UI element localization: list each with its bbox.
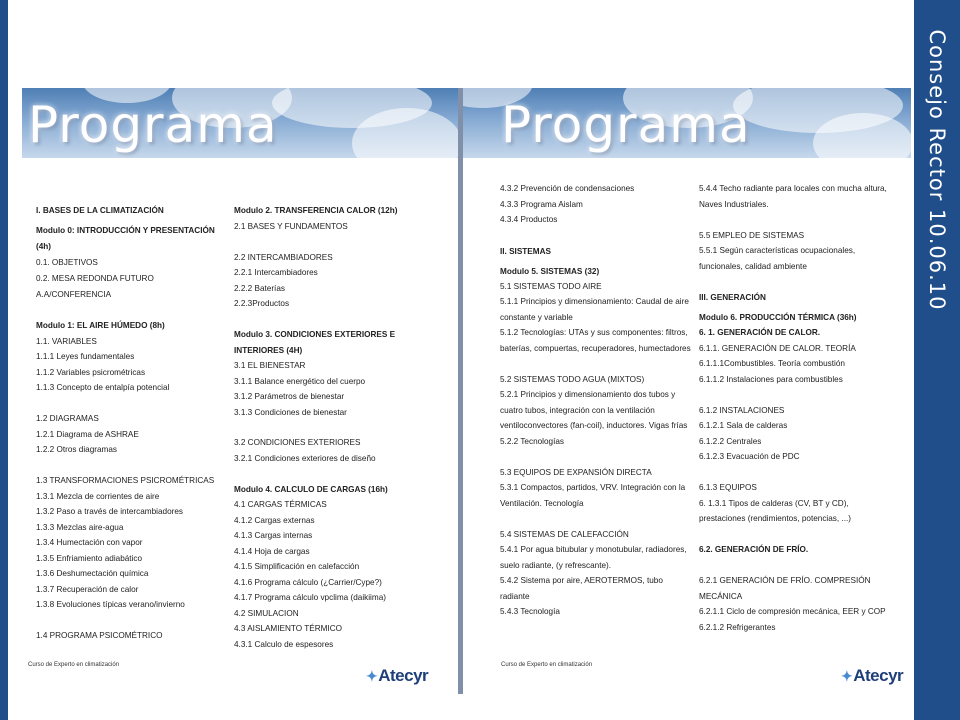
program-item: 6.1.2 INSTALACIONES [699,406,785,415]
program-item: 5.4.3 Tecnología [500,607,560,616]
banner-title: Programa [28,96,278,154]
program-item: 4.1.5 Simplificación en calefacción [234,562,360,571]
program-item: 6.1.3 EQUIPOS [699,483,757,492]
section-heading: Modulo 3. CONDICIONES EXTERIORES E [234,330,396,339]
program-item: 5.2.2 Tecnologías [500,437,565,446]
program-item: 4.3.1 Calculo de espesores [234,640,334,649]
program-item: 6.2.1 GENERACIÓN DE FRÍO. COMPRESIÓN [699,576,871,585]
program-item: 1.3.3 Mezclas aire-agua [36,523,124,532]
slide-left [22,88,459,694]
program-item: 6.1.2.3 Evacuación de PDC [699,452,800,461]
program-item: 4.1.4 Hoja de cargas [234,547,310,556]
section-heading: Modulo 5. SISTEMAS (32) [500,267,600,276]
program-item: Ventilación. Tecnología [500,499,584,508]
program-item: 3.1.2 Parámetros de bienestar [234,392,345,401]
program-item: 1.2.2 Otros diagramas [36,445,118,454]
program-item: 1.4 PROGRAMA PSICOMÉTRICO [36,631,163,640]
program-item: funcionales, calidad ambiente [699,262,807,271]
section-heading: (4h) [36,242,52,251]
program-item: Naves Industriales. [699,200,769,209]
program-item: 5.3.1 Compactos, partidos, VRV. Integración con la [500,483,686,492]
section-heading: II. SISTEMAS [500,247,551,256]
program-item: 5.4.1 Por agua bitubular y monotubular, radiadores, [500,545,687,554]
program-item: 5.1.1 Principios y dimensionamiento: Caudal de aire [500,297,689,306]
section-heading: Modulo 4. CALCULO DE CARGAS (16h) [234,485,388,494]
program-item: 5.2 SISTEMAS TODO AGUA (MIXTOS) [500,375,645,384]
atecyr-logo: ✦Atecyr [366,666,429,685]
program-item: baterías, compuertas, recuperadores, humectadores [500,344,691,353]
program-item: 2.2.2 Baterías [234,284,285,293]
program-item: 1.3.2 Paso a través de intercambiadores [36,507,184,516]
footer-text: Curso de Experto en climatización [28,662,120,668]
program-item: 5.4.4 Techo radiante para locales con mucha altura, [699,184,887,193]
section-heading: Modulo 0: INTRODUCCIÓN Y PRESENTACIÓN [36,226,215,235]
program-item: constante y variable [500,313,573,322]
section-heading: 6.2. GENERACIÓN DE FRÍO. [699,545,809,554]
program-item: 4.1.6 Programa cálculo (¿Carrier/Cype?) [234,578,382,587]
program-item: 3.1.1 Balance energético del cuerpo [234,377,366,386]
program-item: 1.3.1 Mezcla de corrientes de aire [36,492,160,501]
program-item: 2.2.1 Intercambiadores [234,268,318,277]
section-heading: Modulo 2. TRANSFERENCIA CALOR (12h) [234,206,398,215]
program-item: 5.5.1 Según características ocupacionales, [699,246,856,255]
program-item: 6.1.2.1 Sala de calderas [699,421,788,430]
program-item: 4.1.7 Programa cálculo vpclima (daikiima) [234,593,386,602]
left-accent-bar [0,0,8,720]
program-item: 1.3.4 Humectación con vapor [36,538,143,547]
program-item: 1.3.7 Recuperación de calor [36,585,139,594]
program-item: 1.2 DIAGRAMAS [36,414,99,423]
program-item: 5.4 SISTEMAS DE CALEFACCIÓN [500,530,629,539]
program-item: 1.3.5 Enfriamiento adiabático [36,554,143,563]
program-item: prestaciones (rendimientos, potencias, ...) [699,514,851,523]
program-item: suelo radiante, (y refrescante). [500,561,612,570]
program-item: 6. 1.3.1 Tipos de calderas (CV, BT y CD), [699,499,849,508]
program-item: 0.1. OBJETIVOS [36,258,98,267]
program-item: cuatro tubos, integración con la ventilación [500,406,655,415]
program-item: 2.2.3Productos [234,299,290,308]
banner-title: Programa [501,96,751,154]
program-item: 3.2.1 Condiciones exteriores de diseño [234,454,376,463]
program-item: 6.1.1. GENERACIÓN DE CALOR. TEORÍA [699,344,856,353]
footer-text: Curso de Experto en climatización [501,662,593,668]
program-item: 1.1. VARIABLES [36,337,97,346]
program-item: 5.4.2 Sistema por aire, AEROTERMOS, tubo [500,576,663,585]
section-heading: I. BASES DE LA CLIMATIZACIÓN [36,206,164,215]
section-heading: Modulo 6. PRODUCCIÓN TÉRMICA (36h) [699,313,857,322]
program-item: 5.2.1 Principios y dimensionamiento dos tubos y [500,390,676,399]
program-item: 1.1.1 Leyes fundamentales [36,352,135,361]
program-item: ventiloconvectores (fan-coil), inductores. Vigas frías [500,421,688,430]
program-item: 6.2.1.1 Ciclo de compresión mecánica, EER y COP [699,607,886,616]
program-item: 5.1 SISTEMAS TODO AIRE [500,282,602,291]
program-item: 1.1.2 Variables psicrométricas [36,368,146,377]
program-item: 6.1.2.2 Centrales [699,437,762,446]
program-item: 1.1.3 Concepto de entalpía potencial [36,383,170,392]
program-item: 4.3.4 Productos [500,215,558,224]
program-item: 4.1.3 Cargas internas [234,531,313,540]
program-item: 2.1 BASES Y FUNDAMENTOS [234,222,348,231]
program-item: 3.2 CONDICIONES EXTERIORES [234,438,361,447]
atecyr-logo: ✦Atecyr [841,666,904,685]
slide-right [463,88,911,694]
program-item: MECÁNICA [699,592,743,601]
program-item: 6.1.1.2 Instalaciones para combustibles [699,375,843,384]
side-title: Consejo Rector 10.06.10 [925,29,949,311]
section-heading: III. GENERACIÓN [699,293,766,302]
banner-image [463,88,911,158]
program-item: 1.3.6 Deshumectación química [36,569,149,578]
program-item: 1.2.1 Diagrama de ASHRAE [36,430,139,439]
program-item: 5.3 EQUIPOS DE EXPANSIÓN DIRECTA [500,468,652,477]
program-item: 3.1 EL BIENESTAR [234,361,306,370]
program-item: 4.3.3 Programa Aislam [500,200,583,209]
program-item: 4.1 CARGAS TÉRMICAS [234,500,327,509]
program-item: 1.3 TRANSFORMACIONES PSICROMÉTRICAS [36,476,215,485]
section-heading: Modulo 1: EL AIRE HÚMEDO (8h) [36,321,165,330]
program-item: 2.2 INTERCAMBIADORES [234,253,333,262]
program-item: radiante [500,592,530,601]
program-item: 1.3.8 Evoluciones típicas verano/invierno [36,600,185,609]
program-item: 6.2.1.2 Refrigerantes [699,623,776,632]
program-item: 4.1.2 Cargas externas [234,516,315,525]
program-item: 5.1.2 Tecnologías: UTAs y sus componentes: filtros, [500,328,688,337]
program-item: 3.1.3 Condiciones de bienestar [234,408,347,417]
section-heading: 6. 1. GENERACIÓN DE CALOR. [699,328,821,337]
program-item: 4.3.2 Prevención de condensaciones [500,184,635,193]
program-item: 6.1.1.1Combustibles. Teoría combustión [699,359,845,368]
program-item: 4.2 SIMULACION [234,609,299,618]
program-item: 4.3 AISLAMIENTO TÉRMICO [234,624,342,633]
section-heading: INTERIORES (4H) [234,346,303,355]
program-item: A.A/CONFERENCIA [36,290,112,299]
banner-image [22,88,459,158]
program-item: 5.5 EMPLEO DE SISTEMAS [699,231,805,240]
program-item: 0.2. MESA REDONDA FUTURO [36,274,154,283]
